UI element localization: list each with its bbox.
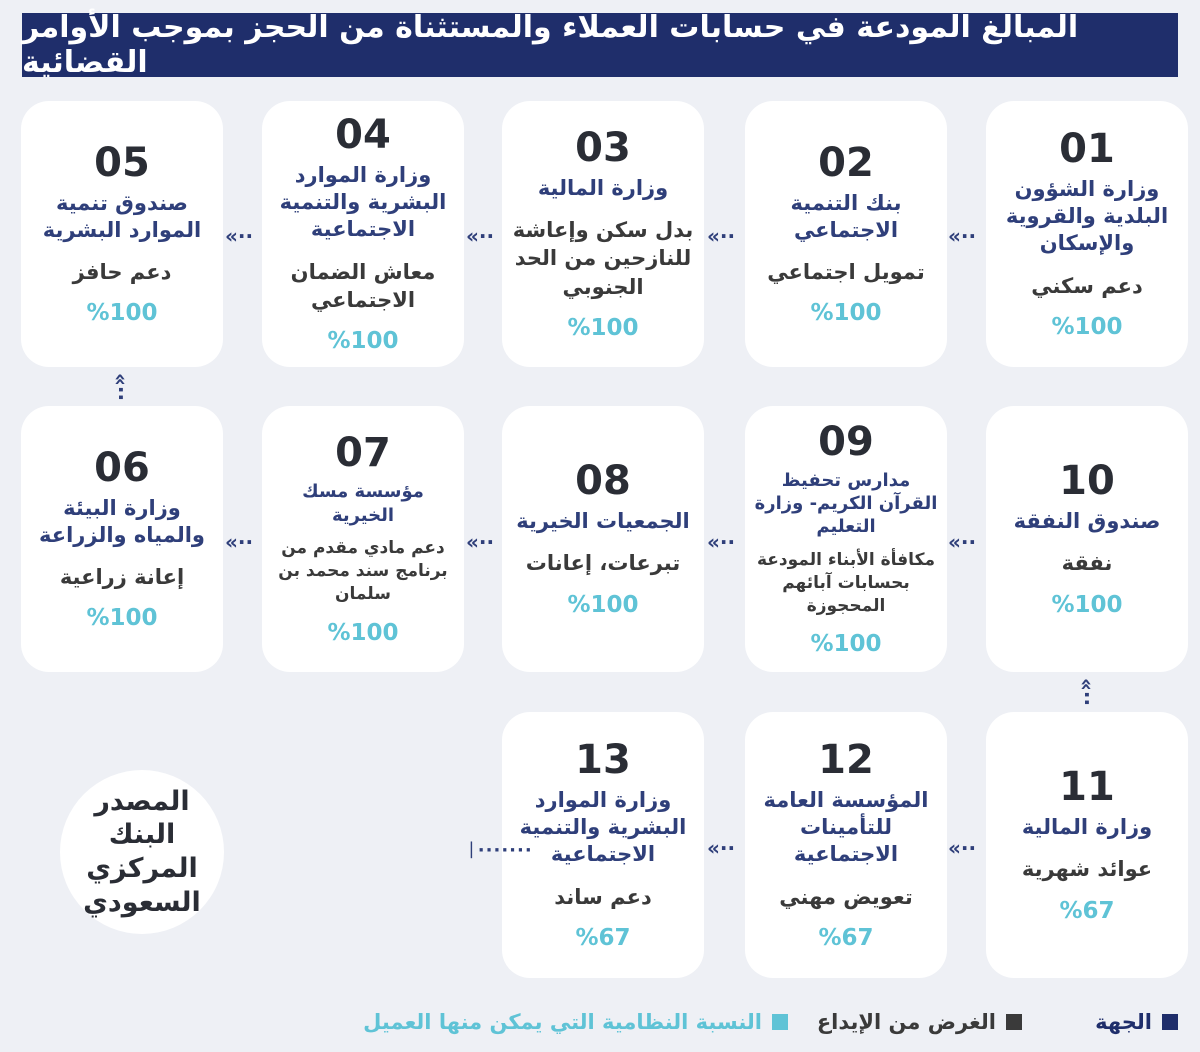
card-number: 04 [335,111,391,158]
card-percent: %100 [810,300,882,327]
card-number: 09 [818,418,874,465]
card-purpose: دعم سكني [1031,273,1143,298]
connector-arrow-left: «·· [225,224,254,248]
card-02 [745,101,947,367]
card-percent: %67 [818,925,874,952]
card-percent: %67 [1059,897,1115,924]
legend-label: الجهة [1095,1010,1152,1034]
card-purpose: عوائد شهرية [1021,857,1153,882]
connector-arrow-left: «·· [948,530,977,554]
card-number: 05 [94,139,150,186]
card-number: 06 [94,444,150,491]
card-09 [745,406,947,672]
card-entity: بنك التنمية الاجتماعي [790,190,902,242]
connector-arrow-left: «·· [948,224,977,248]
card-entity: وزارة الموارد البشرية والتنمية الاجتماعية [519,787,687,867]
card-number: 12 [818,736,874,783]
card-number: 11 [1059,764,1115,811]
card-number: 01 [1059,125,1115,172]
legend-entity [1095,1008,1178,1036]
card-entity: المؤسسة العامة للتأمينات الاجتماعية [763,787,929,867]
source-badge [60,770,224,934]
card-percent: %100 [810,631,882,658]
card-purpose: دعم ساند [554,884,652,909]
card-number: 03 [575,124,631,171]
card-percent: %100 [86,300,158,327]
connector-arrow-left: «·· [707,836,736,860]
card-01 [986,101,1188,367]
legend-swatch [1162,1014,1178,1030]
connector-arrow-left: «·· [707,224,736,248]
card-percent: %100 [86,605,158,632]
card-entity: وزارة الشؤون البلدية والقروية والإسكان [1005,176,1169,256]
card-number: 02 [818,139,874,186]
card-entity: وزارة المالية [1021,815,1153,840]
connector-arrow-left: «·· [466,530,495,554]
card-10 [986,406,1188,672]
legend-label: النسبة النظامية التي يمكن منها العميل [363,1010,762,1034]
card-entity: الجمعيات الخيرية [516,509,690,534]
card-percent: %100 [567,591,639,618]
flow-end-marker: ᛁ······· [466,840,533,861]
card-purpose: مكافأة الأبناء المودعة بحسابات آبائهم المحجوزة [757,549,935,616]
card-entity: صندوق النفقة [1013,509,1161,534]
card-percent: %100 [567,315,639,342]
card-11 [986,712,1188,978]
card-percent: %100 [1051,591,1123,618]
card-percent: %100 [1051,314,1123,341]
card-entity: مدارس تحفيظ القرآن الكريم- وزارة التعليم [754,469,938,538]
card-entity: صندوق تنمية الموارد البشرية [42,190,202,242]
card-percent: %100 [327,328,399,355]
card-purpose: إعانة زراعية [59,565,185,590]
card-purpose: تعويض مهني [779,884,913,909]
card-number: 07 [335,430,391,477]
card-purpose: نفقة [1061,551,1113,576]
card-entity: مؤسسة مسك الخيرية [302,481,424,526]
card-purpose: بدل سكن وإعاشة للنازحين من الحد الجنوبي [512,218,694,299]
source-line: البنك [108,819,176,851]
connector-arrow-left: «·· [225,530,254,554]
card-purpose: دعم حافز [72,260,172,285]
legend-swatch [772,1014,788,1030]
card-number: 10 [1059,458,1115,505]
card-07 [262,406,464,672]
card-number: 13 [575,736,631,783]
card-purpose: تمويل اجتماعي [767,260,925,285]
card-purpose: معاش الضمان الاجتماعي [290,259,436,312]
legend-ratio [363,1008,788,1036]
source-line: المصدر [94,785,190,817]
card-entity: وزارة الموارد البشرية والتنمية الاجتماعية [279,162,447,242]
card-03 [502,101,704,367]
connector-arrow-left: «·· [466,224,495,248]
source-line: المركزي [86,853,198,884]
legend-purpose [817,1008,1022,1036]
legend-label: الغرض من الإيداع [816,1010,996,1034]
page-title: المبالغ المودعة في حسابات العملاء والمستثناة من الحجز بموجب الأوامر القضائية [22,13,1178,77]
connector-arrow-left: «·· [948,836,977,860]
connector-arrow-left: «·· [707,530,736,554]
card-percent: %100 [327,619,399,646]
source-line: السعودي [83,886,201,918]
card-number: 08 [575,458,631,505]
connector-arrow-down: «·· [1075,677,1100,707]
connector-arrow-down: «·· [109,372,134,402]
card-12 [745,712,947,978]
legend-swatch [1006,1014,1022,1030]
card-06 [21,406,223,672]
card-entity: وزارة المالية [537,175,669,200]
card-percent: %67 [575,925,631,952]
card-04 [262,101,464,367]
card-purpose: دعم مادي مقدم من برنامج سند محمد بن سلمان [278,537,448,604]
card-entity: وزارة البيئة والمياه والزراعة [39,495,205,547]
card-05 [21,101,223,367]
card-08 [502,406,704,672]
card-purpose: تبرعات، إعانات [525,551,681,576]
